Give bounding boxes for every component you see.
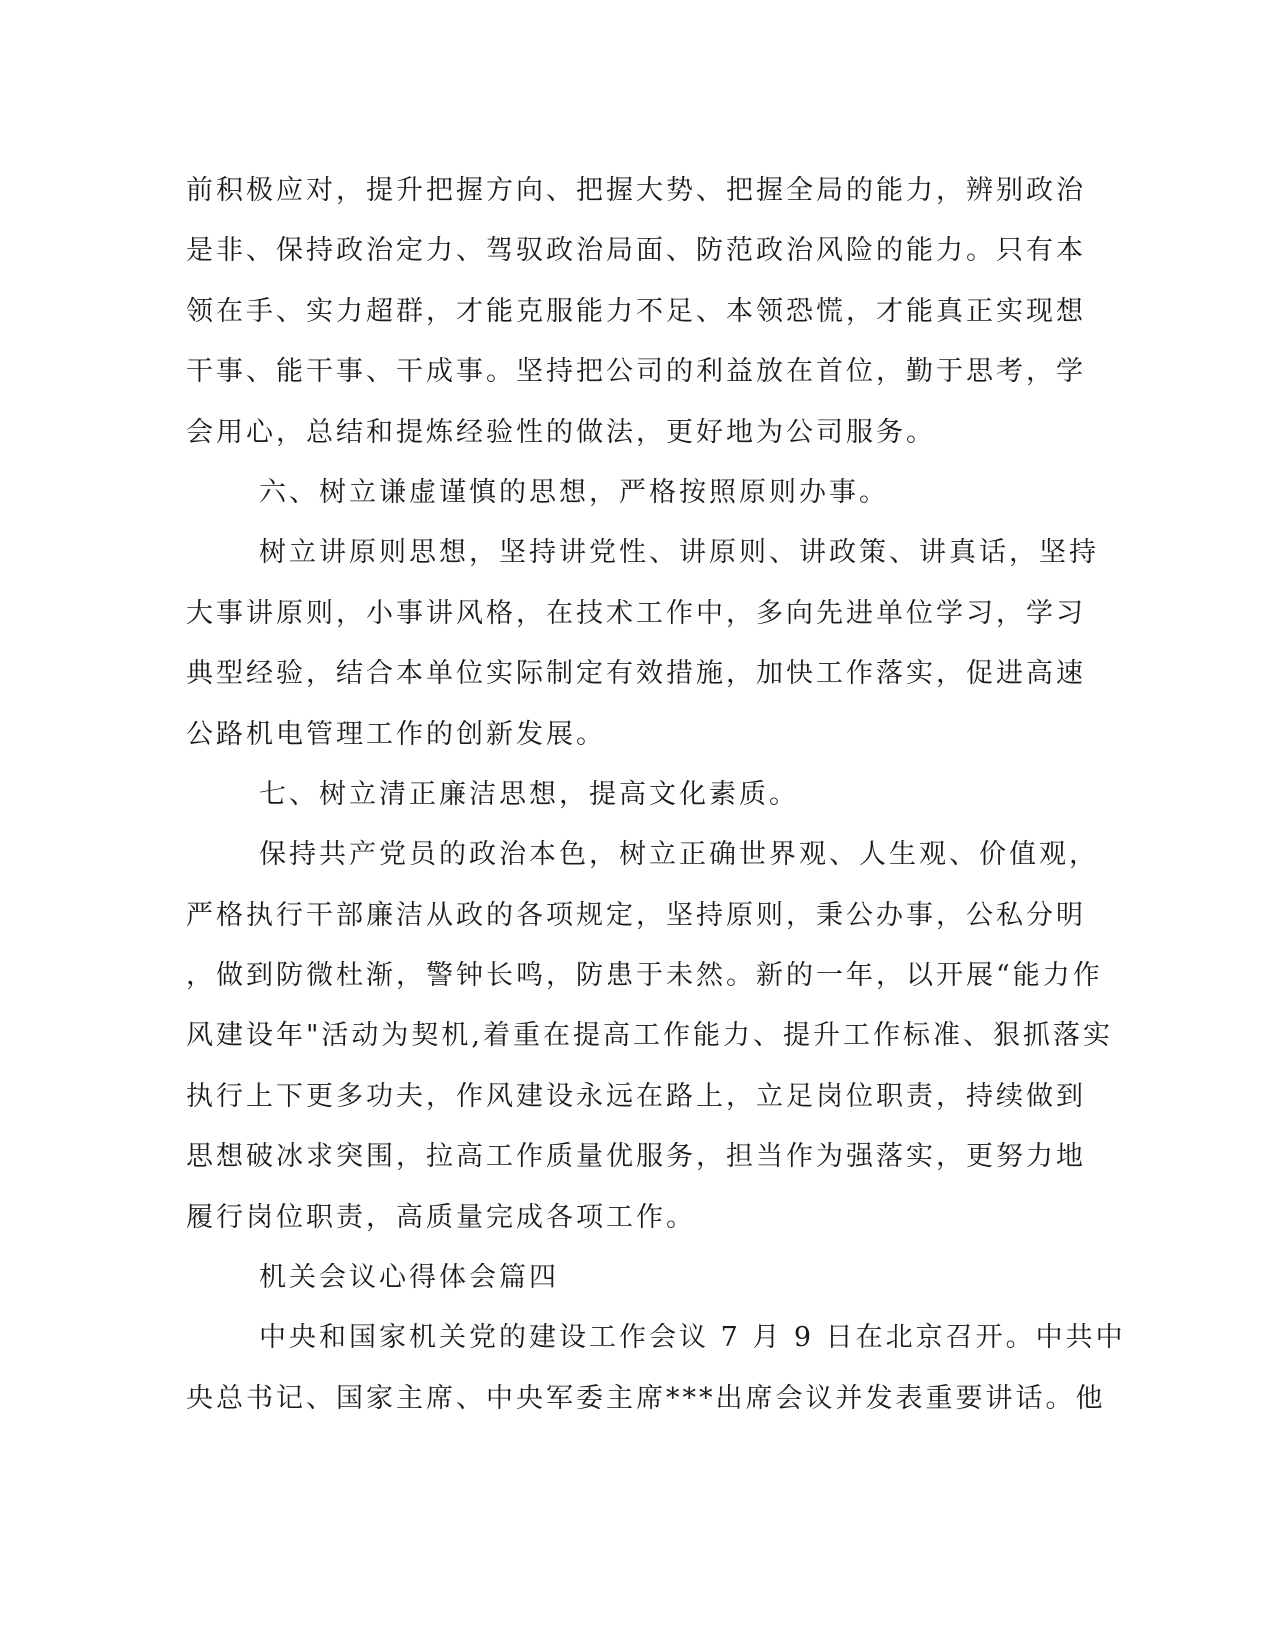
text-line: 央总书记、国家主席、中央军委主席***出席会议并发表重要讲话。他 [186, 1382, 1106, 1414]
text-line: 风建设年"活动为契机,着重在提高工作能力、提升工作标准、狠抓落实 [186, 1020, 1114, 1052]
text-line: 领在手、实力超群，才能克服能力不足、本领恐慌，才能真正实现想 [186, 295, 1086, 327]
paragraph-start: 树立讲原则思想，坚持讲党性、讲原则、讲政策、讲真话，坚持 [259, 537, 1099, 569]
section-heading-seven: 七、树立清正廉洁思想，提高文化素质。 [259, 778, 799, 810]
text-line: 是非、保持政治定力、驾驭政治局面、防范政治风险的能力。只有本 [186, 235, 1086, 267]
text-line: ，做到防微杜渐，警钟长鸣，防患于未然。新的一年，以开展“能力作 [186, 960, 1103, 992]
paragraph-start: 中央和国家机关党的建设工作会议 7 月 9 日在北京召开。中共中 [259, 1322, 1126, 1354]
text-line: 执行上下更多功夫，作风建设永远在路上，立足岗位职责，持续做到 [186, 1080, 1086, 1112]
text-line: 严格执行干部廉洁从政的各项规定，坚持原则，秉公办事，公私分明 [186, 899, 1086, 931]
text-line: 前积极应对，提升把握方向、把握大势、把握全局的能力，辨别政治 [186, 175, 1086, 206]
text-line: 干事、能干事、干成事。坚持把公司的利益放在首位，勤于思考，学 [186, 356, 1086, 388]
text-line: 思想破冰求突围，拉高工作质量优服务，担当作为强落实，更努力地 [186, 1141, 1086, 1173]
text-line: 大事讲原则，小事讲风格，在技术工作中，多向先进单位学习，学习 [186, 597, 1086, 629]
text-line: 履行岗位职责，高质量完成各项工作。 [186, 1201, 696, 1233]
text-line: 典型经验，结合本单位实际制定有效措施，加快工作落实，促进高速 [186, 658, 1086, 690]
section-heading-six: 六、树立谦虚谨慎的思想，严格按照原则办事。 [259, 476, 889, 508]
paragraph-start: 保持共产党员的政治本色，树立正确世界观、人生观、价值观， [259, 839, 1099, 871]
article-title: 机关会议心得体会篇四 [259, 1262, 559, 1294]
text-line: 公路机电管理工作的创新发展。 [186, 718, 606, 750]
text-line: 会用心，总结和提炼经验性的做法，更好地为公司服务。 [186, 416, 936, 448]
document-body [186, 161, 1126, 1429]
